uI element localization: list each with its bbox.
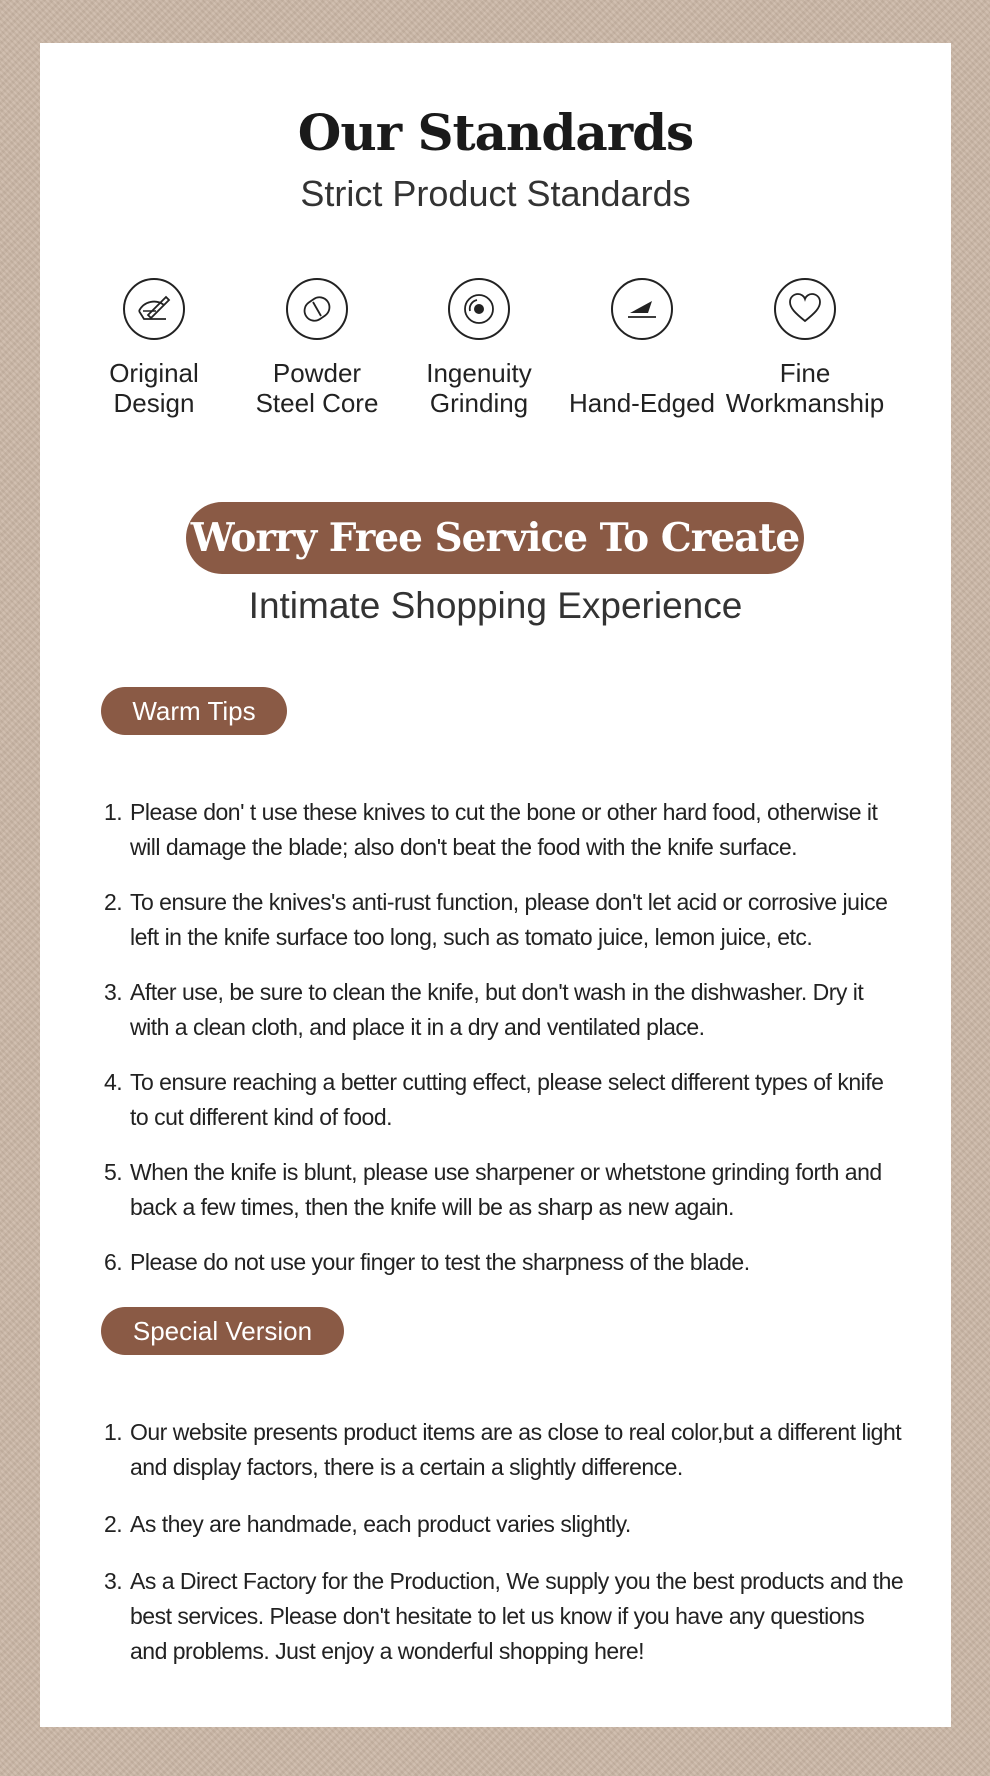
list-item (104, 975, 904, 1045)
service-subtitle: Intimate Shopping Experience (248, 585, 743, 626)
list-item (104, 1065, 904, 1135)
list-number: 6. (104, 1249, 123, 1275)
feature-fine-workmanship (705, 278, 905, 418)
feature-label: Original Design (109, 358, 199, 418)
design-icon (123, 278, 185, 340)
list-text: To ensure reaching a better cutting effect, please select different types of knife to cut different kind of food. (130, 1069, 884, 1130)
list-text: Please do not use your finger to test the sharpness of the blade. (130, 1249, 750, 1275)
list-number: 3. (104, 1568, 123, 1594)
list-item (104, 1415, 904, 1485)
list-text: Our website presents product items are as close to real color,but a different light and display factors, there is a certain a slightly difference. (130, 1419, 902, 1480)
list-item (104, 1507, 904, 1542)
heart-icon (774, 278, 836, 340)
list-number: 1. (104, 1419, 123, 1445)
hand-edged-icon (611, 278, 673, 340)
list-item (104, 1245, 904, 1280)
list-number: 2. (104, 1511, 123, 1537)
list-number: 4. (104, 1069, 123, 1095)
list-number: 5. (104, 1159, 123, 1185)
feature-label: Fine Workmanship (725, 358, 885, 418)
list-text: Please don' t use these knives to cut the bone or other hard food, otherwise it will damage the blade; also don't beat the food with the knife surface. (130, 799, 878, 860)
list-item (104, 1564, 904, 1669)
warm-tips-tag: Warm Tips (101, 687, 287, 735)
list-number: 3. (104, 979, 123, 1005)
list-text: As a Direct Factory for the Production, We supply you the best products and the best services. Please don't hesitate to let us know if you have any questions and problems. Just enjoy a wonderful shopping here! (130, 1568, 904, 1664)
list-text: When the knife is blunt, please use sharpener or whetstone grinding forth and back a few times, then the knife will be as sharp as new again. (130, 1159, 882, 1220)
grinding-icon (448, 278, 510, 340)
warm-tips-list (104, 795, 904, 1300)
special-version-tag: Special Version (101, 1307, 344, 1355)
list-text: After use, be sure to clean the knife, but don't wash in the dishwasher. Dry it with a clean cloth, and place it in a dry and ventilated place. (130, 979, 864, 1040)
feature-label: Hand-Edged (569, 388, 715, 418)
list-item (104, 795, 904, 865)
content-card (40, 43, 951, 1727)
list-text: To ensure the knives's anti-rust function, please don't let acid or corrosive juice left in the knife surface too long, such as tomato juice, lemon juice, etc. (130, 889, 888, 950)
list-number: 2. (104, 889, 123, 915)
page-subtitle: Strict Product Standards (300, 173, 691, 214)
special-version-list (104, 1415, 904, 1691)
list-text: As they are handmade, each product varies slightly. (130, 1511, 631, 1537)
service-banner: Worry Free Service To Create (186, 502, 804, 574)
list-number: 1. (104, 799, 123, 825)
powder-steel-icon (286, 278, 348, 340)
standards-feature-row (40, 278, 951, 428)
feature-label: Ingenuity Grinding (426, 358, 532, 418)
list-item (104, 1155, 904, 1225)
list-item (104, 885, 904, 955)
page-title: Our Standards (297, 103, 694, 162)
feature-label: Powder Steel Core (255, 358, 379, 418)
